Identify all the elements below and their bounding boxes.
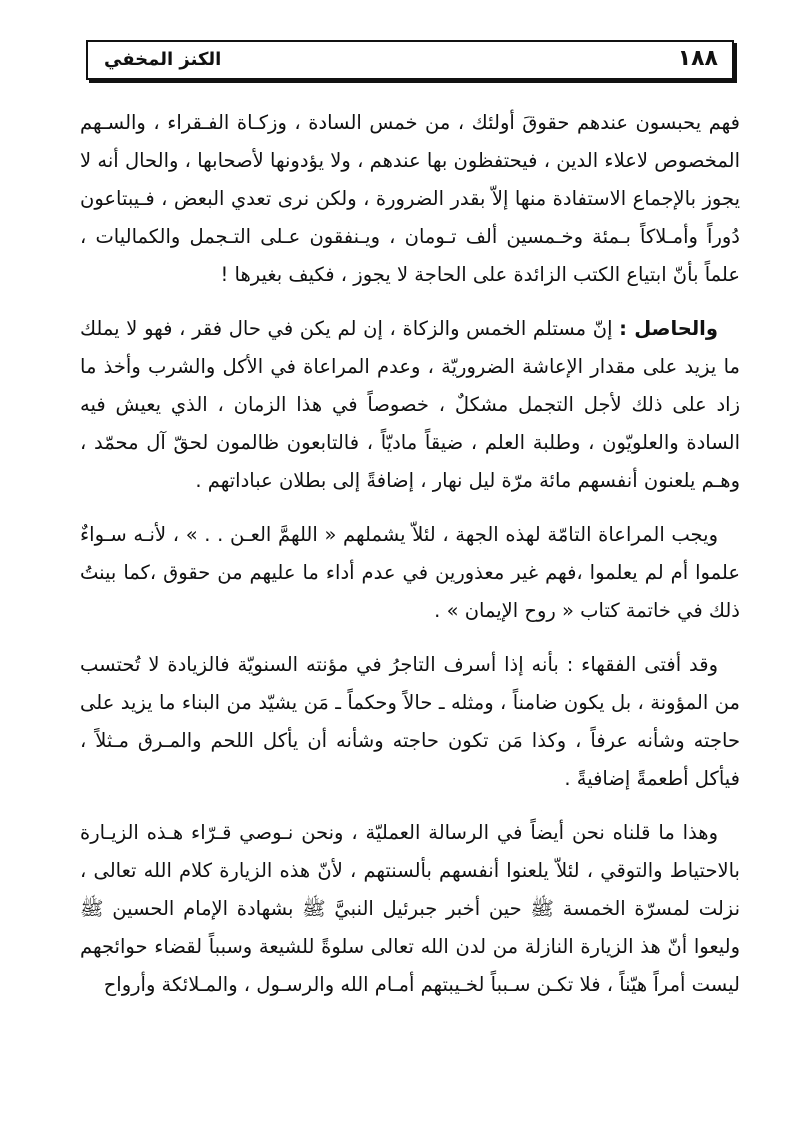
page-body [80,104,740,1020]
paragraph-2-text: إنّ مستلم الخمس والزكاة ، إن لم يكن في حال فقر ، فهو لا يملك ما يزيد على مقدار الإعاشة الضروريّة ، وعدم المراعاة في الأكل والشرب وأخذ ما زاد على ذلك لأجل التجمل مشكلٌ ، خصوصاً في هذا الزمان ، الذي يعيش فيه السادة والعلويّون ، وطلبة العلم ، ضيقاً ماديّاً ، فالتابعون ظالمون لحقّ آل محمّد ، وهـم يلعنون أنفسهم مائة مرّة ليل نهار ، إضافةً إلى بطلان عباداتهم . [80,317,740,492]
paragraph-4: وقد أفتى الفقهاء : بأنه إذا أسرف التاجرُ في مؤنته السنويّة فالزيادة لا تُحتسب من المؤونة ، بل يكون ضامناً ، ومثله ـ حالاً وحكماً ـ مَن يشيّد من البناء ما يزيد على حاجته وشأنه عرفاً ، وكذا مَن تكون حاجته وشأنه أن يأكل اللحم والمـرق مـثلاً ، فيأكل أطعمةً إضافيةً . [80,653,740,790]
paragraph-2-lead: والحاصل : [619,317,718,340]
page-header [86,40,734,80]
book-title: الكنز المخفي [104,49,222,70]
paragraph-5: وهذا ما قلناه نحن أيضاً في الرسالة العمليّة ، ونحن نـوصي قـرّاء هـذه الزيـارة بالاحتياط والتوقي ، لئلاّ يلعنوا أنفسهم بألسنتهم ، لأنّ هذه الزيارة كلام الله تعالى ، نزلت لمسرّة الخمسة ﷺ حين أخبر جبرئيل النبيَّ ﷺ بشهادة الإمام الحسين ﷺ وليعوا أنّ هذ الزيارة النازلة من لدن الله تعالى سلوةً للشيعة وسبباً لقضاء حوائجهم ليست أمراً هيّناً ، فلا تكـن سـبباً لخـيبتهم أمـام الله والرسـول ، والمـلائكة وأرواح [80,821,740,996]
page-number: ١٨٨ [677,46,718,71]
paragraph-1: فهم يحبسون عندهم حقوقَ أولئك ، من خمس السادة ، وزكـاة الفـقراء ، والسـهم المخصوص لاعلاء الدين ، فيحتفظون بها عندهم ، ولا يؤدونها لأصحابها ، والحال أنه لا يجوز بالإجماع الاستفادة منها إلاّ بقدر الضرورة ، ولكن نرى تعدي البعض ، فـيبتاعون دُوراً وأمـلاكاً بـمئة وخـمسين ألف تـومان ، ويـنفقون عـلى التـجمل والكماليات ، علماً بأنّ ابتياع الكتب الزائدة على الحاجة لا يجوز ، فكيف بغيرها ! [80,111,740,286]
paragraph-2 [80,310,740,500]
paragraph-3: ويجب المراعاة التامّة لهذه الجهة ، لئلاّ يشملهم « اللهمَّ العـن . . » ، لأنـه سـواءٌ علموا أم لم يعلموا ،فهم غير معذورين في عدم أداء ما عليهم من حقوق ،كما بينتُ ذلك في خاتمة كتاب « روح الإيمان » . [80,523,740,622]
